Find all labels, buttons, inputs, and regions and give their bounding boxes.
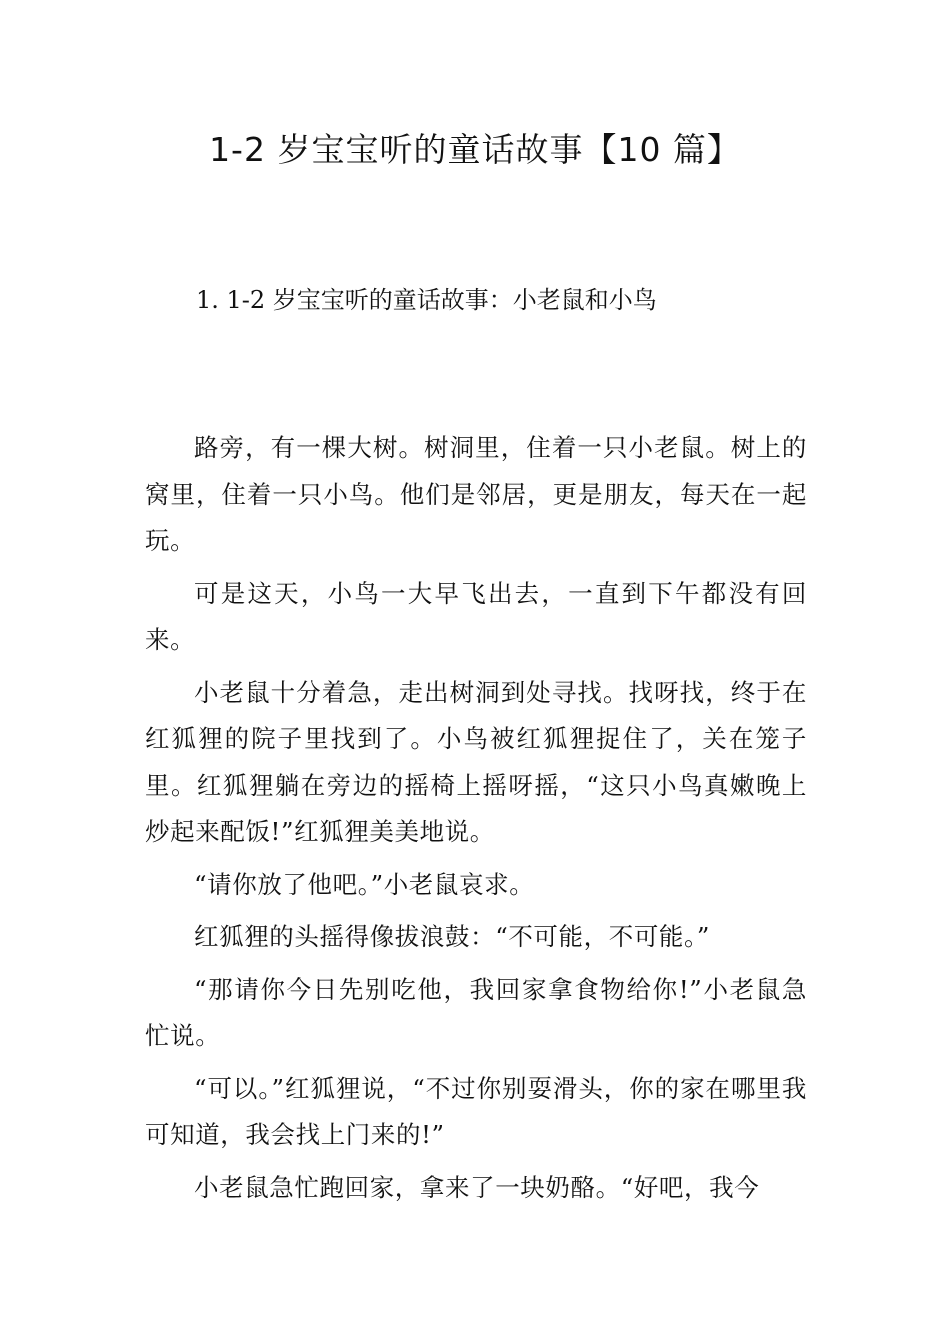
paragraph: “请你放了他吧。”小老鼠哀求。 [194, 869, 535, 899]
section-heading: 1. 1-2 岁宝宝听的童话故事：小老鼠和小鸟 [196, 286, 657, 314]
paragraph: 小老鼠十分着急，走出树洞到处寻找。找呀找，终于在红狐狸的院子里找到了。小鸟被红狐狸捉住了，关在笼子里。红狐狸躺在旁边的摇椅上摇呀摇，“这只小鸟真嫩晚上炒起来配饭!”红狐狸美美地说。 [145, 677, 807, 846]
paragraph: “可以。”红狐狸说，“不过你别耍滑头，你的家在哪里我可知道，我会找上门来的!” [145, 1073, 807, 1149]
paragraph: “那请你今日先别吃他，我回家拿食物给你!”小老鼠急忙说。 [145, 974, 807, 1050]
paragraph: 可是这天，小鸟一大早飞出去，一直到下午都没有回来。 [145, 578, 807, 654]
story-body [145, 425, 807, 1217]
paragraph: 红狐狸的头摇得像拔浪鼓：“不可能，不可能。” [194, 922, 710, 951]
paragraph: 路旁，有一棵大树。树洞里，住着一只小老鼠。树上的窝里，住着一只小鸟。他们是邻居，更是朋友，每天在一起玩。 [145, 433, 807, 555]
document-title: 1-2 岁宝宝听的童话故事【10 篇】 [209, 130, 741, 169]
paragraph: 小老鼠急忙跑回家，拿来了一块奶酪。“好吧，我今 [194, 1172, 760, 1202]
